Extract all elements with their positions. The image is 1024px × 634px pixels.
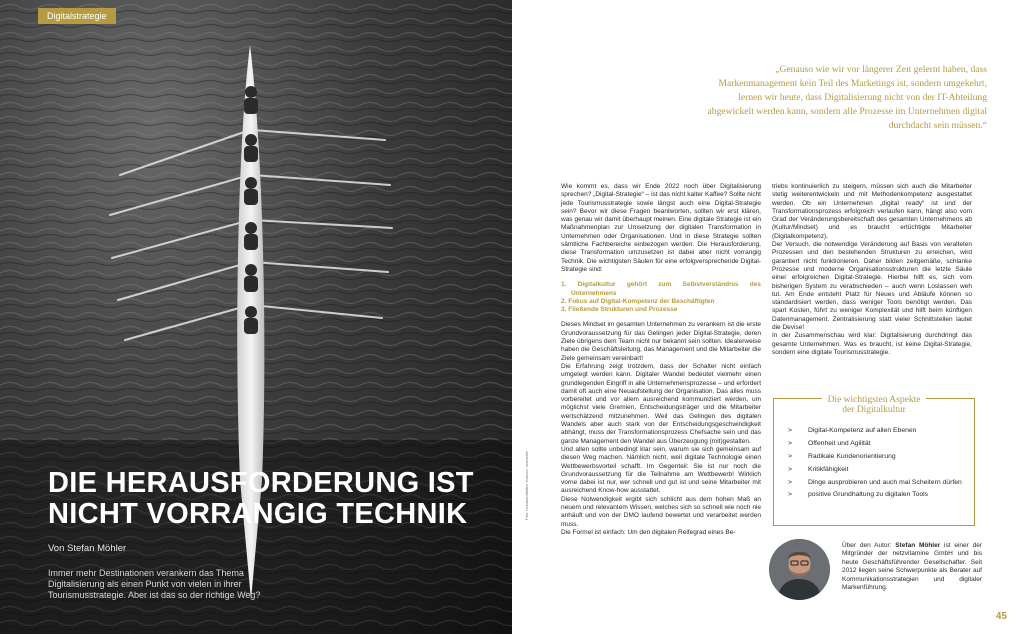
chevron-right-icon: > [788,452,792,460]
text-page [512,0,1024,634]
author-name: Stefan Möhler [895,542,941,549]
aspect-item: > Radikale Kundenorientierung [788,452,896,460]
section-tag: Digitalstrategie [38,8,116,24]
pillar-item: 2. Fokus auf Digital-Kompetenz der Beschäftigten [561,297,715,305]
photo-credit: Foto: Unsplash/Matteo Vistocco, bearbeitet [525,451,529,520]
chevron-right-icon: > [788,491,792,499]
aspect-item: > positive Grundhaltung zu digitalen Tools [788,491,929,499]
headline-line-2: NICHT VORRANGIG TECHNIK [48,498,468,530]
paragraph: triebs kontinuierlich zu steigern, müssen sich auch die Mitarbeiter stetig weiterentwickeln und mit Methodenkompetenz ausgestattet werden. Ob ein Unternehmen „digital ready“ ist und der Transformationsprozess erfolgreich verlaufen kann, hängt also vom Grad der Veränderungsbereitschaft des gesamten Unternehmens ab (Kultur/Mindset) und es braucht ertüchtigte Mitarbeiter (Digitalkompetenz). [772,183,972,240]
pillars-list [561,281,761,314]
chevron-right-icon: > [788,478,792,486]
aspect-item: > Offenheit und Agilität [788,439,871,447]
paragraph: Der Versuch, die notwendige Veränderung auf Basis von veralteten Prozessen und den bestehenden Strukturen zu erreichen, wird garantiert nicht funktionieren. Daher bilden zeitgemäße, schlanke Prozesse und moderne Organisationsstrukturen die letzte Säule einer erfolgreichen Digital-Strategie. Hierbei hilft es, sich vom bisherigen System zu verabschieden – auch wenn Loslassen weh tut. Am Ende entsteht Platz für Neues und Abläufe können so standardisiert werden, dass weniger Tools benötigt werden. Das spart Kosten, führt zu weniger Komplexität und hilft beim künftigen Datenmanagement. Zentralisierung statt vieler Schnittstellen lautet die Devise! [772,241,972,332]
byline: Von Stefan Möhler [48,543,127,554]
body-column-1 [561,183,761,537]
aspect-item: > Digital-Kompetenz auf allen Ebenen [788,427,917,434]
page-number: 45 [995,611,1007,622]
pillar-item: 3. Fließende Strukturen und Prozesse [561,306,678,314]
aspects-box-title [774,395,974,415]
author-bio: Über den Autor: Stefan Möhler ist einer der Mitgründer der netzvitamine GmbH und bis heute Geschäftsführender Gesellschafter. Seit 2012 liegen seine Schwerpunkte als Berater auf Kommunikationsstrategien und digitaler Markenführung. [842,542,982,592]
paragraph: Diese Notwendigkeit ergibt sich schlicht aus dem hohen Maß an neuem und relevantem Wissen, welches sich so schnell wie noch nie anhäuft und von der DMO laufend bewertet und verarbeitet werden muss. [561,495,761,528]
intro-text: Immer mehr Destinationen verankern das Thema Digitalisierung als einen Punkt von vielen in ihrer Tourismusstrategie. Aber ist das so der richtige Weg? [48,568,261,600]
chevron-right-icon: > [788,427,792,434]
article-headline [48,468,488,530]
aspect-item: > Kritikfähigkeit [788,465,849,473]
aspects-box [773,395,975,526]
paragraph: Und allen sollte unbedingt klar sein, warum sie sich gemeinsam auf diesen Weg machen. Nämlich nicht, weil digitale Technologie einen Wettbewerbsvorteil schafft. Im Gegenteil: Sie ist nur noch die Grundvoraussetzung für die Teilnahme am Wettbewerb! Wirklich vorne dabei ist nur, wer schnell und gut ist und seine Mitarbeiter mit ausreichend Know-how ausstattet. [561,445,761,495]
chevron-right-icon: > [788,465,792,473]
paragraph: Die Formel ist einfach: Um den digitalen Reifegrad eines Be- [561,528,736,536]
box-title-line-1: Die wichtigsten Aspekte [822,395,927,405]
chevron-right-icon: > [788,439,792,447]
aspect-item: > Dinge ausprobieren und auch mal Scheitern dürfen [788,478,962,486]
body-column-2 [772,183,972,357]
paragraph: Wie kommt es, dass wir Ende 2022 noch über Digitalisierung sprechen? „Digital-Strategie“ – ist das nicht kalter Kaffee? Sollte nicht jede Tourismusstrategie sowie längst auch eine Digital-Strategie sein? Bevor wir diese Fragen beantworten, sollten wir erst klären, was genau wir damit überhaupt meinen. Eine digitale Strategie ist ein Maßnahmenplan zur Umsetzung der digitalen Transformation in Unternehmen oder Organisationen. Und in diese Strategie sollten sämtliche Fachbereiche einbezogen werden. Die Herausforderung, diese Transformation umzusetzen ist dabei aber nicht vorrangig Technik. Die wichtigsten Säulen für eine erfolgversprechende Digital-Strategie sind: [561,183,761,273]
paragraph: Die Erfahrung zeigt trotzdem, dass der Schalter nicht einfach umgelegt werden kann. Digitaler Wandel bedeutet vielmehr einen grundlegenden Eingriff in alle Unternehmensprozesse – und erfordert damit oft auch eine Neuaufstellung der Organisation. Das alles muss vorbereitet und vor allem ausreichend kommuniziert werden, um möglichst viele Gremien, Entscheidungsträger und die Mitarbeiter wertschätzend mitzunehmen. Weil das Gelingen des digitalen Wandels aber auch stark von der Entscheidungsgeschwindigkeit abhängt, muss der Transformationsprozess Chefsache sein und das ganze Management den Wandel aus Überzeugung (mit)gestalten. [561,362,761,445]
paragraph: In der Zusammenschau wird klar: Digitalisierung durchdringt das gesamte Unternehmen. Was es braucht, ist keine Digital-Strategie, sondern eine digitale Tourismusstrategie. [772,332,972,356]
author-photo [769,539,830,600]
pull-quote: „Genauso wie wir vor längerer Zeit gelernt haben, dass Markenmanagement kein Teil des Marketings ist, sondern umgekehrt, lernen wir heute, dass Digitalisierung nicht von der IT-Abteilung abgewickelt werden kann, sondern alle Prozesse im Unternehmen digital durchdacht sein müssen.“ [707,64,987,131]
pillar-item: 1. Digitalkultur gehört zum Selbstverständnis des Unternehmens [561,281,761,297]
box-title-line-2: der Digitalkultur [836,405,912,415]
paragraph: Dieses Mindset im gesamten Unternehmen zu verankern ist die erste Grundvoraussetzung für das Gelingen jeder Digital-Strategie, deren Ziele übrigens dem Team nicht nur bekannt sein sollten. Idealerweise haben die Geschäftsleitung, das Management und die Mitarbeiter die Ziele gemeinsam vereinbart! [561,321,761,362]
headline-line-1: DIE HERAUSFORDERUNG IST [48,467,474,499]
